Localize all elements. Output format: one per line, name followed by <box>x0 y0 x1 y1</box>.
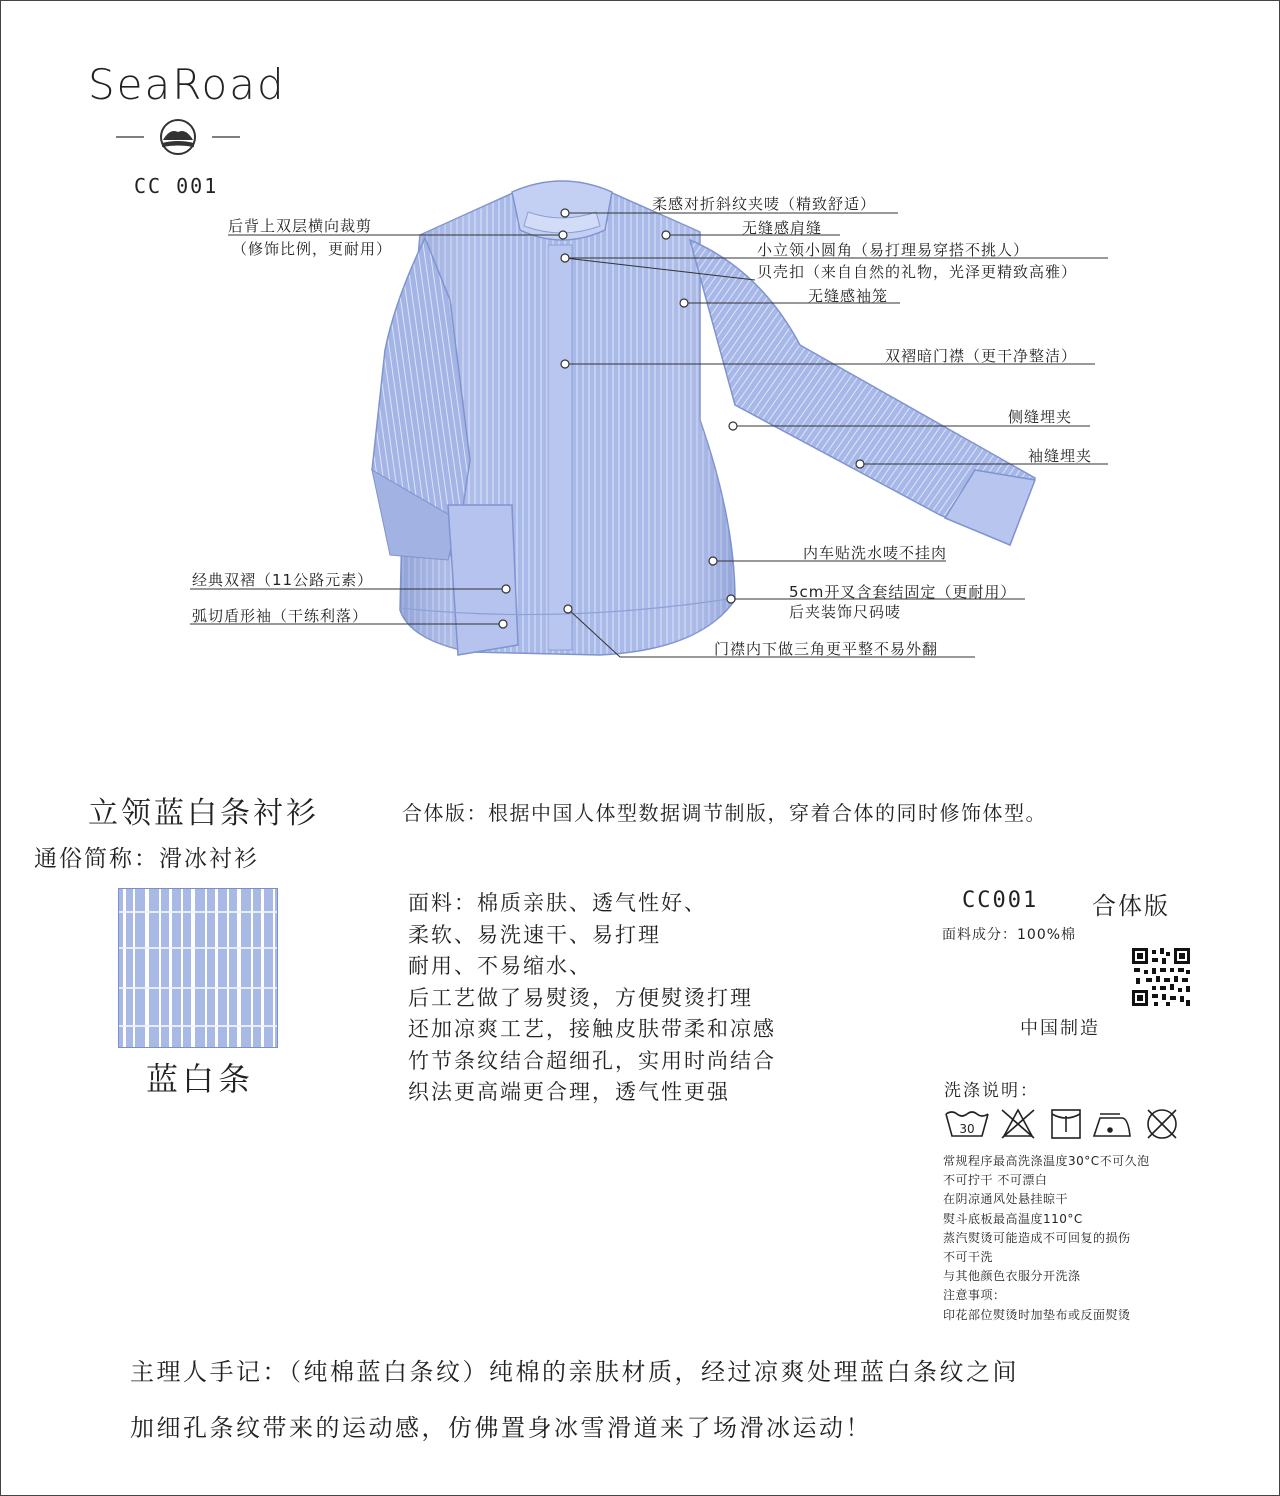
care-note: 注意事项： <box>943 1288 1006 1303</box>
callout-dot <box>561 360 569 368</box>
callout-dot <box>564 605 572 613</box>
callout-dot <box>561 209 569 217</box>
callout-sleeve-seam: 袖缝埋夹 <box>1028 447 1093 465</box>
feature-item: 柔软、易洗速干、易打理 <box>408 922 661 947</box>
care-note: 蒸汽熨烫可能造成不可回复的损伤 <box>943 1230 1131 1245</box>
care-note: 熨斗底板最高温度110°C <box>943 1211 1083 1226</box>
callout-placket-hem: 门襟内下做三角更平整不易外翻 <box>714 640 939 658</box>
callout-dot <box>709 557 717 565</box>
callout-dot <box>856 460 864 468</box>
care-note: 不可拧干 不可漂白 <box>943 1173 1048 1188</box>
style-code: CC 001 <box>134 174 219 198</box>
iron-medium-icon <box>1094 1114 1130 1136</box>
tag-fit: 合体版 <box>1092 892 1170 920</box>
feature-item: 织法更高端更合理，透气性更强 <box>408 1080 730 1104</box>
care-note: 与其他颜色衣服分开洗涤 <box>943 1269 1081 1284</box>
callout-dot <box>729 422 737 430</box>
callout-back-yoke-line1: 后背上双层横向裁剪 <box>228 217 373 235</box>
brand-name: SeaRoad <box>88 60 286 109</box>
tag-code: CC001 <box>962 888 1039 913</box>
manager-note-line2: 加细孔条纹带来的运动感，仿佛置身冰雪滑道来了场滑冰运动！ <box>130 1414 872 1442</box>
callout-dot <box>662 231 670 239</box>
care-notes <box>943 1152 1150 1325</box>
feature-item: 后工艺做了易熨烫，方便熨烫打理 <box>408 985 753 1010</box>
feature-item: 耐用、不易缩水、 <box>408 954 592 978</box>
callout-shield-cuff: 弧切盾形袖（干练利落） <box>192 607 369 625</box>
callout-back-yoke-line2: （修饰比例，更耐用） <box>232 240 393 258</box>
no-dry-clean-icon <box>1148 1110 1176 1138</box>
callout-dot <box>561 254 569 262</box>
callout-dot <box>499 620 507 628</box>
callout-side-seam: 侧缝埋夹 <box>1008 408 1073 426</box>
care-title: 洗涤说明： <box>944 1081 1039 1101</box>
callout-shell-button: 贝壳扣（来自自然的礼物，光泽更精致高雅） <box>757 263 1078 281</box>
product-nickname: 通俗简称：滑冰衬衫 <box>34 846 259 872</box>
shirt-left-cuff <box>448 505 518 655</box>
feature-item: 竹节条纹结合超细孔，实用时尚结合 <box>408 1048 776 1073</box>
callout-collar-label: 柔感对折斜纹夹唛（精致舒适） <box>652 195 877 213</box>
callout-shoulder-seam: 无缝感肩缝 <box>742 219 823 237</box>
product-name: 立领蓝白条衬衫 <box>88 796 319 831</box>
swatch-label: 蓝白条 <box>146 1060 255 1098</box>
hang-dry-icon <box>1052 1110 1080 1138</box>
feature-item: 面料：棉质亲肤、透气性好、 <box>408 891 707 915</box>
made-in: 中国制造 <box>1020 1018 1100 1039</box>
callout-stand-collar: 小立领小圆角（易打理易穿搭不挑人） <box>757 241 1030 259</box>
callout-armhole: 无缝感袖笼 <box>808 287 889 305</box>
manager-note-line1: 主理人手记：（纯棉蓝白条纹）纯棉的亲肤材质，经过凉爽处理蓝白条纹之间 <box>130 1358 1019 1386</box>
care-note: 印花部位熨烫时加垫布或反面熨烫 <box>943 1307 1131 1322</box>
fit-description: 合体版：根据中国人体型数据调节制版，穿着合体的同时修饰体型。 <box>402 801 1047 825</box>
wash-temp: 30 <box>959 1122 975 1136</box>
fabric-swatch <box>118 888 278 1048</box>
callout-dot <box>502 585 510 593</box>
brand-logo <box>116 118 240 156</box>
feature-list <box>408 888 776 1109</box>
callout-placket: 双褶暗门襟（更干净整洁） <box>885 347 1078 365</box>
callout-side-vent-line2: 后夹装饰尺码唛 <box>789 603 902 621</box>
care-note: 常规程序最高洗涤温度30°C不可久泡 <box>943 1154 1150 1168</box>
wash-30-icon <box>946 1112 988 1136</box>
qr-code[interactable] <box>1132 948 1190 1006</box>
callout-dot <box>680 299 688 307</box>
callout-wash-label: 内车贴洗水唛不挂肉 <box>803 544 948 562</box>
callout-double-pleat: 经典双褶（11公路元素） <box>192 571 374 589</box>
no-tumble-dry-icon <box>1002 1110 1034 1138</box>
callout-dot <box>727 595 735 603</box>
callout-side-vent-line1: 5cm开叉含套结固定（更耐用） <box>789 583 1017 601</box>
callout-dot <box>559 231 567 239</box>
feature-item: 还加凉爽工艺，接触皮肤带柔和凉感 <box>408 1017 776 1041</box>
care-icons <box>944 1106 1180 1142</box>
care-note: 在阴凉通风处悬挂晾干 <box>943 1192 1069 1207</box>
tag-fabric: 面料成分：100%棉 <box>942 927 1077 943</box>
care-note: 不可干洗 <box>943 1250 994 1265</box>
